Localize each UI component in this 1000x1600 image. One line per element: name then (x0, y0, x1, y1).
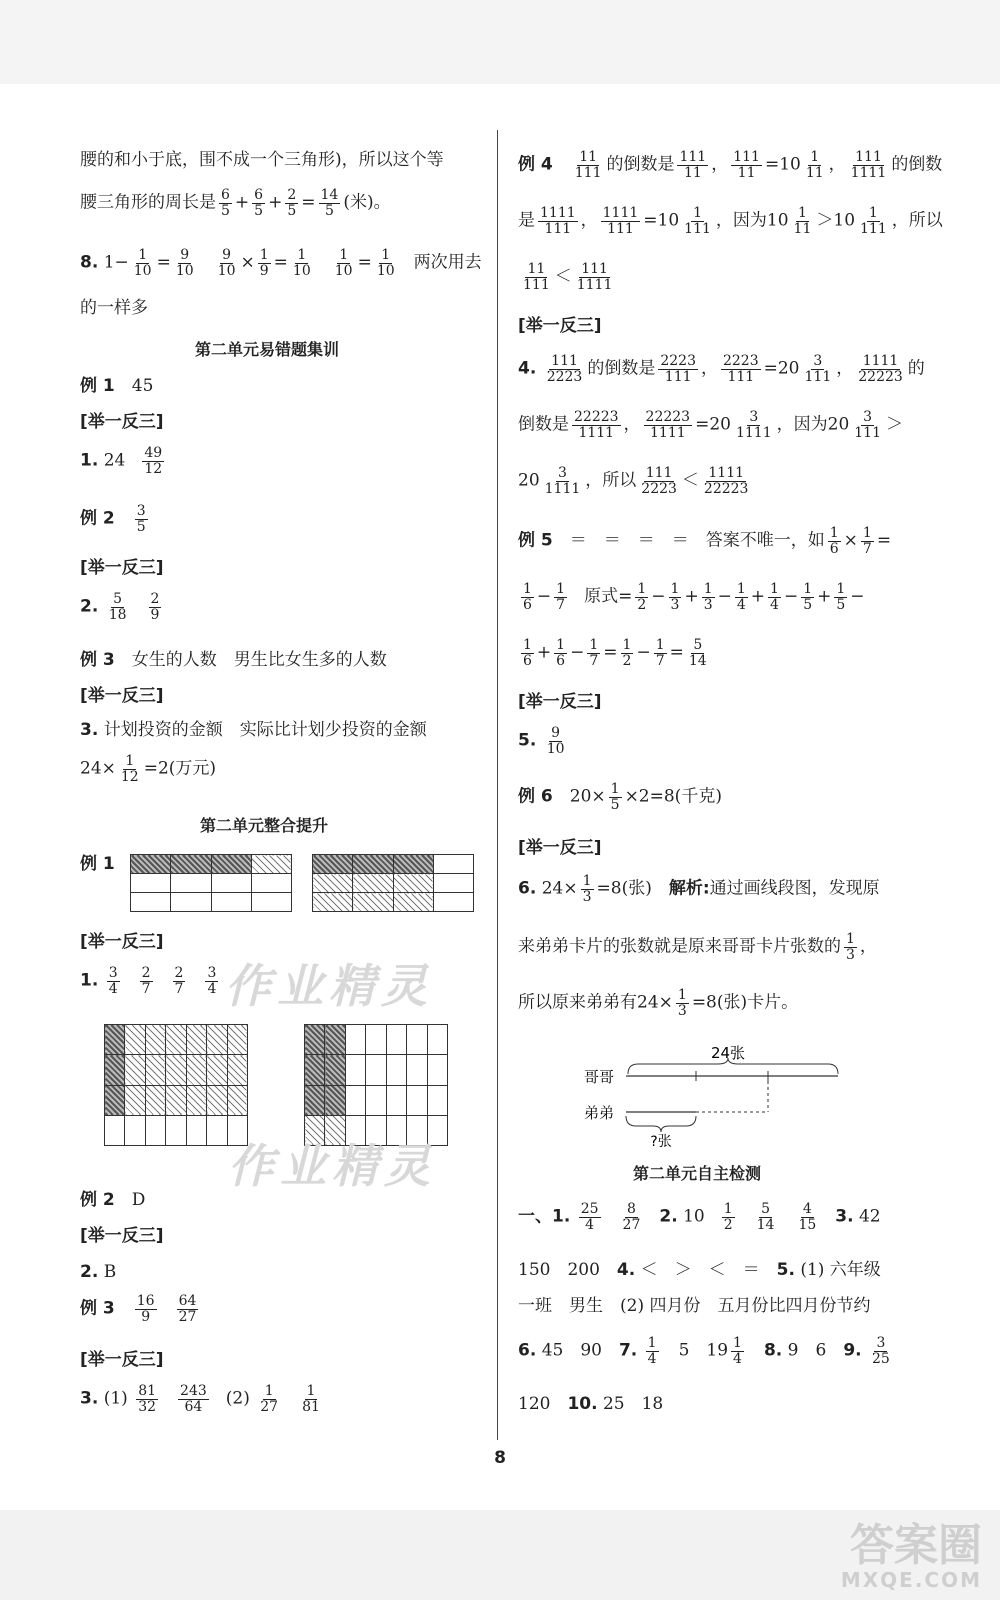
test-line-3: 一班 男生 (2) 四月份 五月份比四月份节约 (518, 1296, 871, 1316)
fraction-grid (304, 1024, 448, 1146)
text-line: $\frac{1}{6}$ − $\frac{1}{7}$ 原式= $\frac{1}{2}$ − $\frac{1}{3}$ + $\frac{1}{3}$ − $\frac{1}{4}$ + $\frac{1}{4}$ − $\frac{1}{5}$ + $\frac{1}{5}$ − (523, 581, 865, 613)
answer-3: 3. 计划投资的金额 实际比计划少投资的金额 (80, 720, 427, 740)
section-title: 第二单元自主检测 (633, 1164, 762, 1183)
example-6: 例 6 20× $\frac{1}{5}$ ×2=8(千克) (518, 781, 722, 813)
jyfs-label: [举一反三] (80, 686, 164, 706)
watermark: 作业精灵 (228, 1139, 436, 1193)
text-line: 20 $\frac{3}{1111}$ ，所以 $\frac{111}{2223}$ ＜ $\frac{1111}{22223}$ (518, 465, 749, 497)
page-number: 8 (494, 1448, 506, 1468)
example-3: 例 3 女生的人数 男生比女生多的人数 (80, 650, 387, 670)
text-line: 腰的和小于底，围不成一个三角形)，所以这个等 (80, 150, 444, 170)
test-line-1: 一、1. $\frac{25}{4}$ $\frac{8}{27}$ 2. 10 $\frac{1}{2}$ $\frac{5}{14}$ $\frac{4}{15}$ 3. 42 (518, 1201, 881, 1233)
example-3: 例 3 $\frac{16}{9}$ $\frac{64}{27}$ (80, 1293, 197, 1325)
watermark: 作业精灵 (225, 959, 433, 1013)
text-line: $\frac{11}{111}$ ＜ $\frac{111}{1111}$ (523, 261, 613, 293)
test-line-2: 150 200 4. ＜ ＞ ＜ ＝ 5. (1) 六年级 (518, 1260, 881, 1280)
line-segment-diagram (578, 1040, 868, 1150)
text-line: 来弟弟卡片的张数就是原来哥哥卡片张数的 $\frac{1}{3}$ ， (518, 931, 877, 963)
answer-3-calc: 24× $\frac{1}{12}$ =2(万元) (80, 753, 217, 785)
answer-5: 5. $\frac{9}{10}$ (518, 725, 565, 757)
test-line-4: 6. 45 90 7. $\frac{1}{4}$ 5 19 $\frac{1}{4}$ 8. 9 6 9. $\frac{3}{25}$ (518, 1335, 890, 1367)
answer-2: 2. B (80, 1262, 117, 1282)
example-2: 例 2 $\frac{3}{5}$ (80, 503, 146, 535)
fraction-grid (130, 854, 292, 912)
jyfs-label: [举一反三] (80, 1226, 164, 1246)
jyfs-label: [举一反三] (518, 316, 602, 336)
jyfs-label: [举一反三] (80, 1350, 164, 1370)
text-line: $\frac{1}{6}$ + $\frac{1}{6}$ − $\frac{1}{7}$ = $\frac{1}{2}$ − $\frac{1}{7}$ = $\frac{5}{14}$ (523, 637, 707, 669)
text-line: 倒数是 $\frac{22223}{1111}$ ， $\frac{22223}{1111}$ =20 $\frac{3}{1111}$ ，因为20 $\frac{3}{111}$ ＞ (518, 409, 903, 441)
text-line: 的一样多 (80, 298, 148, 318)
jyfs-label: [举一反三] (80, 932, 164, 952)
fraction-grid (312, 854, 474, 912)
example-2: 例 2 D (80, 1190, 146, 1210)
fraction-grid (104, 1024, 248, 1146)
jyfs-label: [举一反三] (518, 692, 602, 712)
jyfs-label: [举一反三] (80, 558, 164, 578)
jyfs-label: [举一反三] (80, 412, 164, 432)
gege-label: 哥哥 (584, 1068, 615, 1086)
section-title: 第二单元整合提升 (200, 816, 329, 835)
answer-6: 6. 24× $\frac{1}{3}$ =8(张) 解析:通过画线段图，发现原 (518, 873, 880, 905)
site-logo: 答案圈 MXQE.COM (840, 1520, 982, 1592)
answer-2: 2. $\frac{5}{18}$ $\frac{2}{9}$ (80, 591, 160, 623)
top-margin (0, 0, 1000, 84)
answer-3: 3. (1) $\frac{81}{32}$ $\frac{243}{64}$ (2) $\frac{1}{27}$ $\frac{1}{81}$ (80, 1383, 320, 1415)
didi-brace (626, 1116, 696, 1132)
text-line: 是 $\frac{1111}{111}$ ， $\frac{1111}{111}$ =10 $\frac{1}{111}$ ，因为10 $\frac{1}{11}$ ＞10 $\frac{1}{111}$ ，所以 (518, 205, 943, 237)
didi-label: 弟弟 (584, 1104, 615, 1122)
jyfs-label: [举一反三] (518, 838, 602, 858)
answer-1: 1. 24 $\frac{49}{12}$ (80, 445, 163, 477)
example-5: 例 5 ＝ ＝ ＝ ＝ 答案不唯一，如 $\frac{1}{6}$ × $\frac{1}{7}$ = (518, 525, 892, 557)
example-1: 例 1 45 (80, 376, 154, 396)
total-label: 24张 (710, 1044, 746, 1062)
unknown-label: ?张 (650, 1134, 672, 1150)
answer-4: 4. $\frac{111}{2223}$ 的倒数是 $\frac{2223}{111}$ ， $\frac{2223}{111}$ =20 $\frac{3}{111}$ ， $\frac{1111}{22223}$ 的 (518, 353, 925, 385)
column-divider (497, 130, 498, 1440)
answer-8: 8. 1− $\frac{1}{10}$ = $\frac{9}{10}$ $\frac{9}{10}$ × $\frac{1}{9}$ = $\frac{1}{10}$ $\frac{1}{10}$ = $\frac{1}{10}$ 两次用去 (80, 247, 482, 279)
section-title: 第二单元易错题集训 (195, 340, 340, 359)
text-line: 腰三角形的周长是 $\frac{6}{5}$ + $\frac{6}{5}$ + $\frac{2}{5}$ = $\frac{14}{5}$ (米)。 (80, 187, 391, 219)
text-line: 所以原来弟弟有24× $\frac{1}{3}$ =8(张)卡片。 (518, 987, 799, 1019)
example-1: 例 1 (80, 854, 115, 874)
test-line-5: 120 10. 25 18 (518, 1394, 664, 1414)
answer-1: 1. $\frac{3}{4}$ $\frac{2}{7}$ $\frac{2}{7}$ $\frac{3}{4}$ (80, 965, 217, 997)
example-4: 例 4 $\frac{11}{111}$ 的倒数是 $\frac{111}{11}$ ， $\frac{111}{11}$ =10 $\frac{1}{11}$ ， $\frac{111}{1111}$ 的倒数 (518, 149, 943, 181)
